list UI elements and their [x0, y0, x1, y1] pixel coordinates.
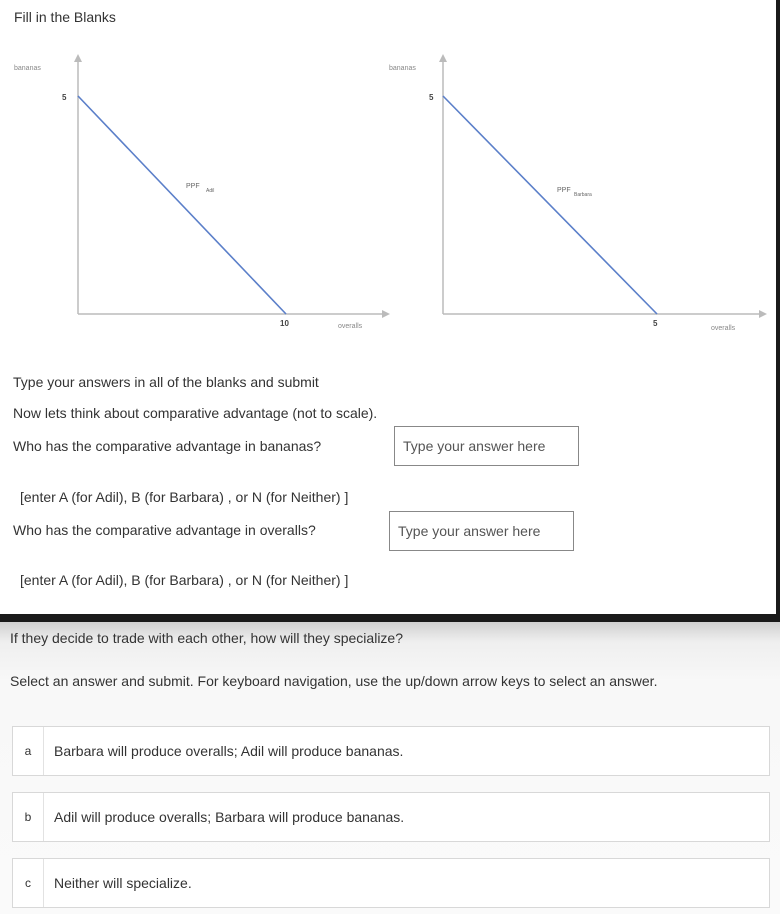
- y-axis-label: bananas: [14, 65, 41, 72]
- y-axis-arrow: [74, 54, 82, 62]
- answer-input-overalls[interactable]: Type your answer here: [389, 511, 574, 551]
- y-axis-arrow: [439, 54, 447, 62]
- answer-input-bananas[interactable]: Type your answer here: [394, 426, 579, 466]
- instructions-text: Type your answers in all of the blanks and submit: [13, 374, 319, 390]
- option-a[interactable]: [12, 726, 770, 776]
- option-letter: a: [13, 727, 44, 775]
- ppf-graph-adil: [10, 50, 390, 340]
- x-intercept-label: 5: [653, 319, 658, 328]
- option-text: Neither will specialize.: [54, 875, 192, 891]
- y-intercept-label: 5: [429, 93, 434, 102]
- option-c[interactable]: [12, 858, 770, 908]
- section-title: Fill in the Blanks: [14, 9, 116, 25]
- ppf-chart-adil: [10, 50, 390, 340]
- section-divider: [0, 614, 780, 622]
- hint-bananas: [enter A (for Adil), B (for Barbara) , or N (for Neither) ]: [20, 489, 349, 505]
- mc-question: If they decide to trade with each other, how will they specialize?: [10, 630, 403, 646]
- x-axis-arrow: [759, 310, 767, 318]
- ppf-label: PPF: [557, 187, 571, 194]
- mc-instructions: Select an answer and submit. For keyboard navigation, use the up/down arrow keys to select an answer.: [10, 673, 658, 689]
- intro-text: Now lets think about comparative advantage (not to scale).: [13, 405, 378, 421]
- option-letter: c: [13, 859, 44, 907]
- question-overalls: Who has the comparative advantage in overalls?: [13, 522, 316, 538]
- x-axis-label: overalls: [338, 323, 363, 330]
- ppf-graph-barbara: [385, 50, 770, 340]
- option-text: Adil will produce overalls; Barbara will produce bananas.: [54, 809, 405, 825]
- question-bananas: Who has the comparative advantage in bananas?: [13, 438, 322, 454]
- ppf-label: PPF: [186, 183, 200, 190]
- y-intercept-label: 5: [62, 93, 67, 102]
- y-axis-label: bananas: [389, 65, 416, 72]
- option-text: Barbara will produce overalls; Adil will produce bananas.: [54, 743, 404, 759]
- ppf-chart-barbara: [385, 50, 770, 340]
- hint-overalls: [enter A (for Adil), B (for Barbara) , or N (for Neither) ]: [20, 572, 349, 588]
- multiple-choice-section: [0, 622, 780, 914]
- ppf-subscript: Adil: [206, 188, 215, 194]
- x-intercept-label: 10: [280, 319, 289, 328]
- option-letter: b: [13, 793, 44, 841]
- x-axis-label: overalls: [711, 325, 736, 332]
- ppf-line-barbara: [443, 96, 657, 314]
- option-b[interactable]: [12, 792, 770, 842]
- ppf-line-adil: [78, 96, 286, 314]
- ppf-subscript: Barbara: [574, 192, 592, 198]
